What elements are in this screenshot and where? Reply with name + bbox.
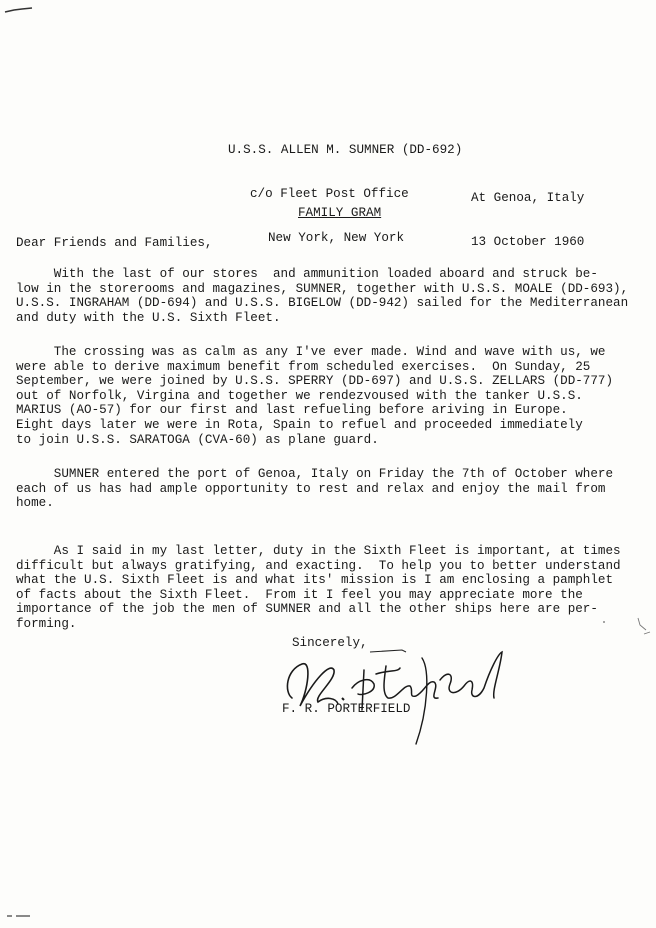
closing: Sincerely, <box>292 636 368 650</box>
scan-artifact-mark <box>6 912 32 920</box>
address-line-2: New York, New York <box>268 230 405 245</box>
scan-artifact-mark <box>4 6 34 16</box>
ship-name: U.S.S. ALLEN M. SUMNER (DD-692) <box>228 143 463 158</box>
letterhead <box>228 114 462 275</box>
dateline-date: 13 October 1960 <box>471 234 585 249</box>
signer-name: F. R. PORTERFIELD <box>282 702 411 716</box>
salutation: Dear Friends and Families, <box>16 236 213 250</box>
dateline <box>471 162 584 279</box>
paragraph: With the last of our stores and ammunition loaded aboard and struck be- low in the storerooms and magazines, SUMNER, together with U.S.S. MOALE (DD-693), U.S.S. INGRAHAM (DD-694) and U.S.S. BIGELOW (DD-942) sailed for the Mediterranean and duty with the U.S. Sixth Fleet. <box>16 267 629 325</box>
paragraph: The crossing was as calm as any I've ever made. Wind and wave with us, we were able to derive maximum benefit from scheduled exercises. On Sunday, 25 September, we were joined by U.S.S. SPERRY (DD-697) and U.S.S. ZELLARS (DD-777) out of Norfolk, Virgina and together we rendezvoused with the tanker U.S.S. MARIUS (AO-57) for our first and last refueling before ariving in Europe. Eight days later we were in Rota, Spain to refuel and proceeded immediately to join U.S.S. SARATOGA (CVA-60) as plane guard. <box>16 345 614 447</box>
paragraph: As I said in my last letter, duty in the Sixth Fleet is important, at times difficult but always gratifying, and exacting. To help you to better understand what the U.S. Sixth Fleet is and what its' mission is I am enclosing a pamphlet of facts about the Sixth Fleet. From it I feel you may appreciate more the importance of the job the men of SUMNER and all the other ships here are per- forming. <box>16 544 621 631</box>
document-title: FAMILY GRAM <box>298 206 382 220</box>
address-line-1: c/o Fleet Post Office <box>250 186 409 201</box>
handwritten-signature <box>278 640 518 750</box>
paragraph: SUMNER entered the port of Genoa, Italy on Friday the 7th of October where each of us has had ample opportunity to rest and relax and enjoy the mail from home. <box>16 467 614 511</box>
dateline-place: At Genoa, Italy <box>471 191 585 206</box>
